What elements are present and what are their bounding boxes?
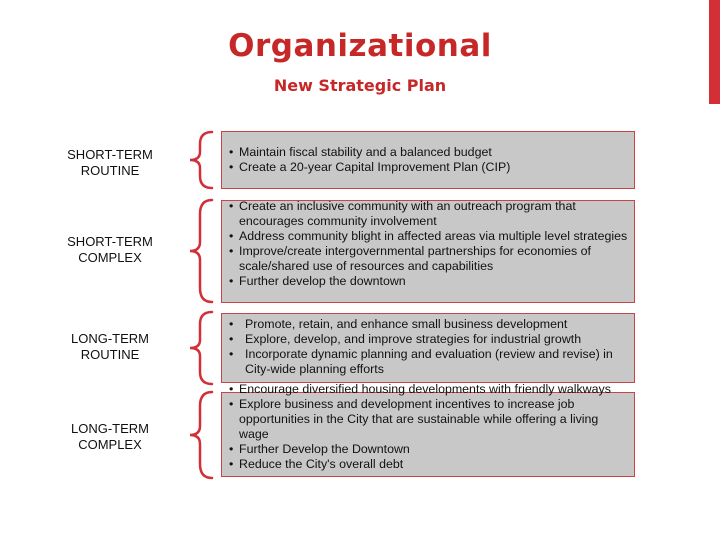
row-label-line: ROUTINE: [80, 163, 140, 178]
short-term-routine-list: [221, 145, 635, 175]
list-item: • Create a 20-year Capital Improvement Plan (CIP): [229, 160, 511, 174]
list-item: • Incorporate dynamic planning and evaluation (review and revise) in City-wide planning efforts: [229, 347, 613, 376]
brace-icon: [186, 198, 216, 304]
row-label-line: LONG-TERM: [71, 421, 149, 436]
list-item: • Reduce the City's overall debt: [229, 457, 404, 471]
row-label-short-term-routine: [55, 147, 165, 179]
row-label-line: SHORT-TERM: [67, 147, 153, 162]
row-label-long-term-routine: [55, 331, 165, 363]
row-label-long-term-complex: [55, 421, 165, 453]
list-item: • Promote, retain, and enhance small business development: [229, 317, 568, 331]
long-term-routine-list: [221, 317, 635, 377]
list-item: • Improve/create intergovernmental partnerships for economies of scale/shared use of resources and capabilities: [229, 244, 591, 273]
row-label-line: COMPLEX: [78, 250, 142, 265]
row-label-short-term-complex: [55, 234, 165, 266]
row-label-line: COMPLEX: [78, 437, 142, 452]
brace-icon: [186, 310, 216, 386]
list-item: • Explore business and development incentives to increase job opportunities in the City that are sustainable while offering a living wage: [229, 397, 599, 441]
list-item: • Maintain fiscal stability and a balanced budget: [229, 145, 492, 159]
page-title: Organizational: [228, 28, 492, 64]
list-item: • Further Develop the Downtown: [229, 442, 410, 456]
list-item: • Encourage diversified housing developments with friendly walkways: [229, 382, 611, 396]
row-label-line: ROUTINE: [80, 347, 140, 362]
brace-icon: [186, 390, 216, 480]
list-item: • Address community blight in affected areas via multiple level strategies: [229, 229, 628, 243]
row-label-line: SHORT-TERM: [67, 234, 153, 249]
row-label-line: LONG-TERM: [71, 331, 149, 346]
short-term-complex-list: [221, 199, 635, 289]
brace-icon: [186, 130, 216, 190]
list-item: • Further develop the downtown: [229, 274, 406, 288]
page-subtitle: New Strategic Plan: [273, 76, 447, 95]
list-item: • Explore, develop, and improve strategies for industrial growth: [229, 332, 582, 346]
long-term-complex-list: [221, 382, 635, 472]
list-item: • Create an inclusive community with an outreach program that encourages community involvement: [229, 199, 576, 228]
